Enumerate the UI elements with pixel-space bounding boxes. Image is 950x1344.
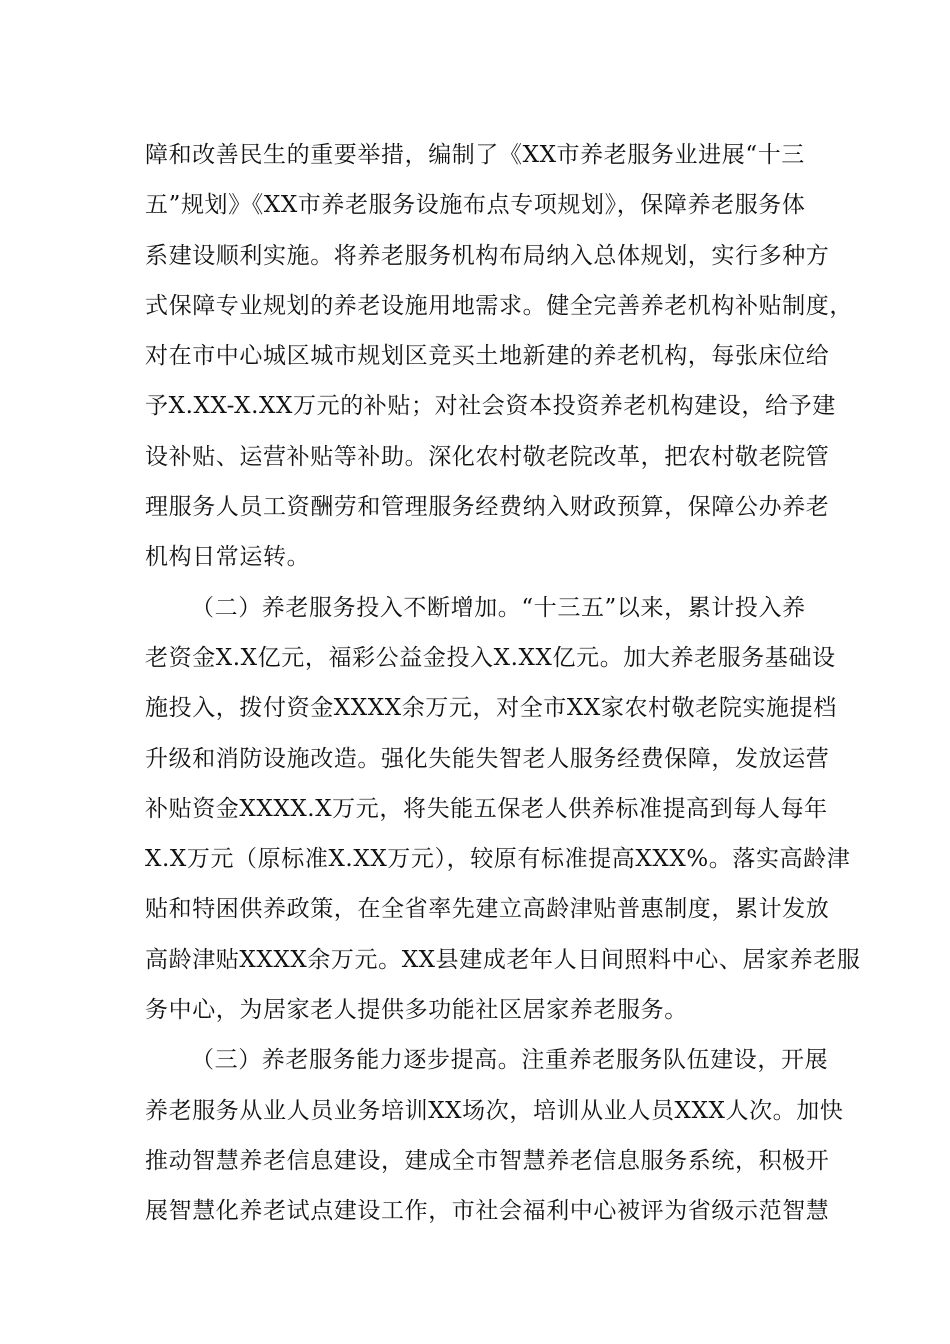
text-line: 机构日常运转。 [145, 544, 311, 571]
text-line: 予X.XX-X.XX万元的补贴；对社会资本投资养老机构建设，给予建 [145, 393, 836, 420]
text-line: （二）养老服务投入不断增加。“十三五”以来，累计投入养 [191, 594, 806, 621]
text-line: 推动智慧养老信息建设，建成全市智慧养老信息服务系统，积极开 [145, 1147, 830, 1174]
text-line: 施投入，拨付资金XXXX余万元，对全市XX家农村敬老院实施提档 [145, 695, 837, 722]
text-line: 展智慧化养老试点建设工作，市社会福利中心被评为省级示范智慧 [145, 1198, 830, 1225]
text-line: 设补贴、运营补贴等补助。深化农村敬老院改革，把农村敬老院管 [145, 443, 830, 470]
text-line: 补贴资金XXXX.X万元，将失能五保老人供养标准提高到每人每年 [145, 795, 828, 822]
text-line: 式保障专业规划的养老设施用地需求。健全完善养老机构补贴制度， [145, 292, 853, 319]
text-line: 贴和特困供养政策，在全省率先建立高龄津贴普惠制度，累计发放 [145, 896, 830, 923]
text-line: 理服务人员工资酬劳和管理服务经费纳入财政预算，保障公办养老 [145, 494, 830, 521]
text-line: （三）养老服务能力逐步提高。注重养老服务队伍建设，开展 [191, 1047, 829, 1074]
text-line: 高龄津贴XXXX余万元。XX县建成老年人日间照料中心、居家养老服 [145, 946, 861, 973]
text-line: 系建设顺利实施。将养老服务机构布局纳入总体规划，实行多种方 [145, 242, 830, 269]
text-line: 五”规划》《XX市养老服务设施布点专项规划》，保障养老服务体 [145, 192, 806, 219]
text-line: 务中心，为居家老人提供多功能社区居家养老服务。 [145, 997, 688, 1024]
text-line: 障和改善民生的重要举措，编制了《XX市养老服务业进展“十三 [145, 142, 805, 168]
text-line: 养老服务从业人员业务培训XX场次，培训从业人员XXX人次。加快 [145, 1097, 844, 1124]
text-line: X.X万元（原标准X.XX万元），较原有标准提高XXX%。落实高龄津 [145, 846, 851, 873]
text-line: 对在市中心城区城市规划区竞买土地新建的养老机构，每张床位给 [145, 343, 830, 370]
document-body [145, 130, 861, 1237]
text-line: 老资金X.X亿元，福彩公益金投入X.XX亿元。加大养老服务基础设 [145, 644, 836, 671]
text-line: 升级和消防设施改造。强化失能失智老人服务经费保障，发放运营 [145, 745, 830, 772]
